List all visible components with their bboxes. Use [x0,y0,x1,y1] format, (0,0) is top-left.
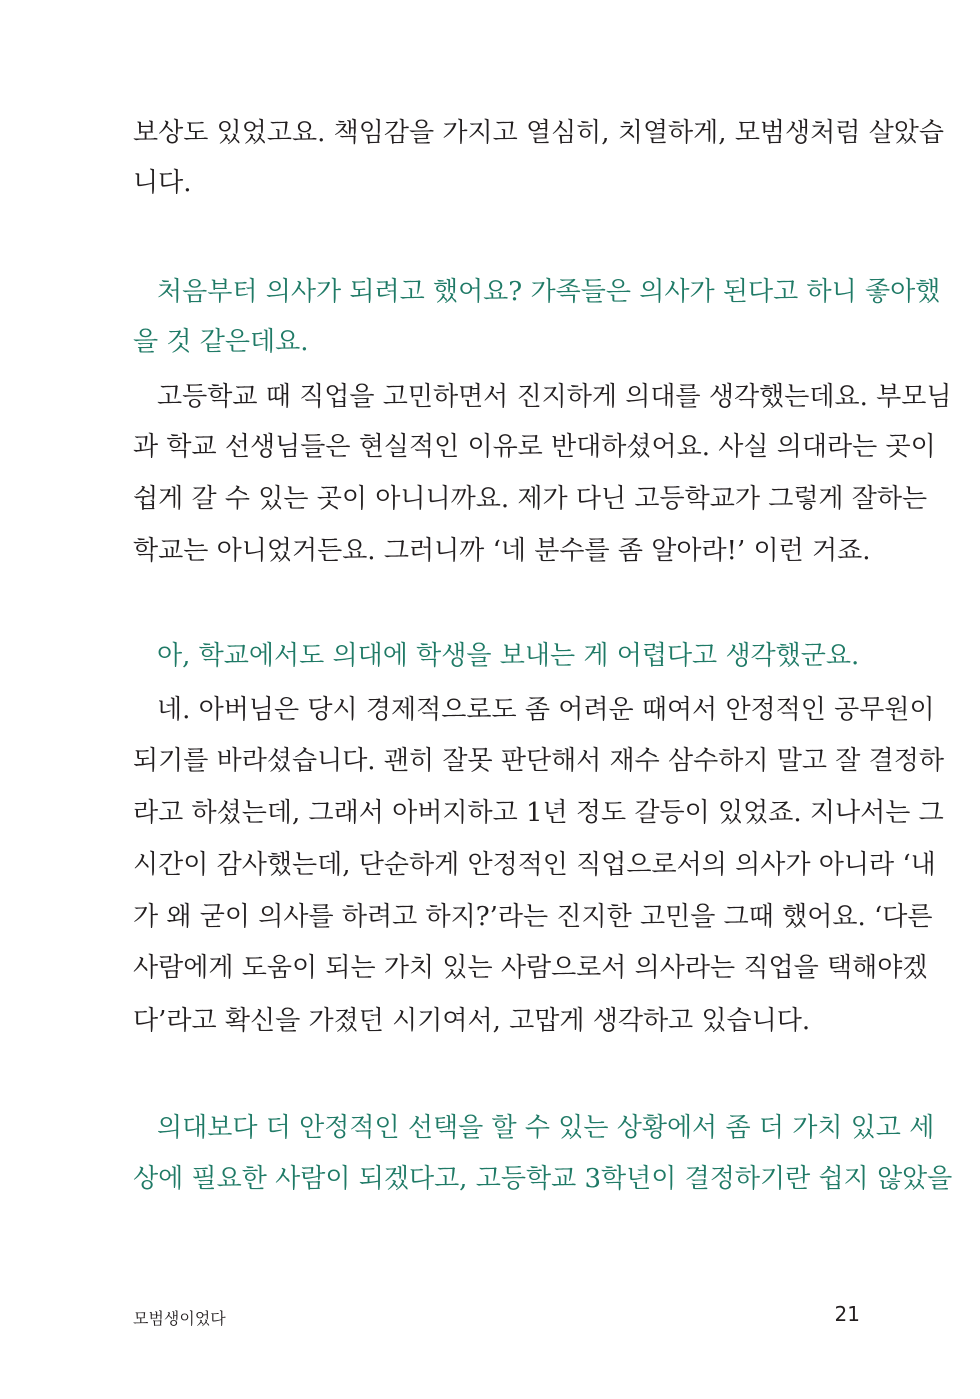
question-line: 을 것 같은데요. [133,327,309,357]
page-number: 21 [834,1302,860,1326]
answer-line: 되기를 바라셨습니다. 괜히 잘못 판단해서 재수 삼수하지 말고 잘 결정하 [133,746,945,776]
answer-line: 시간이 감사했는데, 단순하게 안정적인 직업으로서의 의사가 아니라 ‘내 [133,850,936,880]
question-line: 처음부터 의사가 되려고 했어요? 가족들은 의사가 된다고 하니 좋아했 [157,277,941,307]
answer-line: 네. 아버님은 당시 경제적으로도 좀 어려운 때여서 안정적인 공무원이 [157,695,935,725]
question-line: 의대보다 더 안정적인 선택을 할 수 있는 상황에서 좀 더 가치 있고 세 [157,1113,935,1143]
question-line: 아, 학교에서도 의대에 학생을 보내는 게 어렵다고 생각했군요. [157,641,860,671]
answer-line: 보상도 있었고요. 책임감을 가지고 열심히, 치열하게, 모범생처럼 살았습 [133,118,945,148]
answer-line: 고등학교 때 직업을 고민하면서 진지하게 의대를 생각했는데요. 부모님 [157,382,952,412]
answer-line: 사람에게 도움이 되는 가치 있는 사람으로서 의사라는 직업을 택해야겠 [133,953,928,983]
running-title: 모범생이었다 [133,1309,226,1328]
answer-line: 쉽게 갈 수 있는 곳이 아니니까요. 제가 다닌 고등학교가 그렇게 잘하는 [133,484,928,514]
answer-line: 학교는 아니었거든요. 그러니까 ‘네 분수를 좀 알아라!’ 이런 거죠. [133,536,871,566]
answer-line: 다’라고 확신을 가졌던 시기여서, 고맙게 생각하고 있습니다. [133,1006,811,1036]
answer-line: 라고 하셨는데, 그래서 아버지하고 1년 정도 갈등이 있었죠. 지나서는 그 [133,798,944,828]
answer-line: 니다. [133,168,192,198]
answer-line: 가 왜 굳이 의사를 하려고 하지?’라는 진지한 고민을 그때 했어요. ‘다른 [133,902,933,932]
question-line: 상에 필요한 사람이 되겠다고, 고등학교 3학년이 결정하기란 쉽지 않았을 [133,1164,953,1194]
answer-line: 과 학교 선생님들은 현실적인 이유로 반대하셨어요. 사실 의대라는 곳이 [133,432,936,462]
